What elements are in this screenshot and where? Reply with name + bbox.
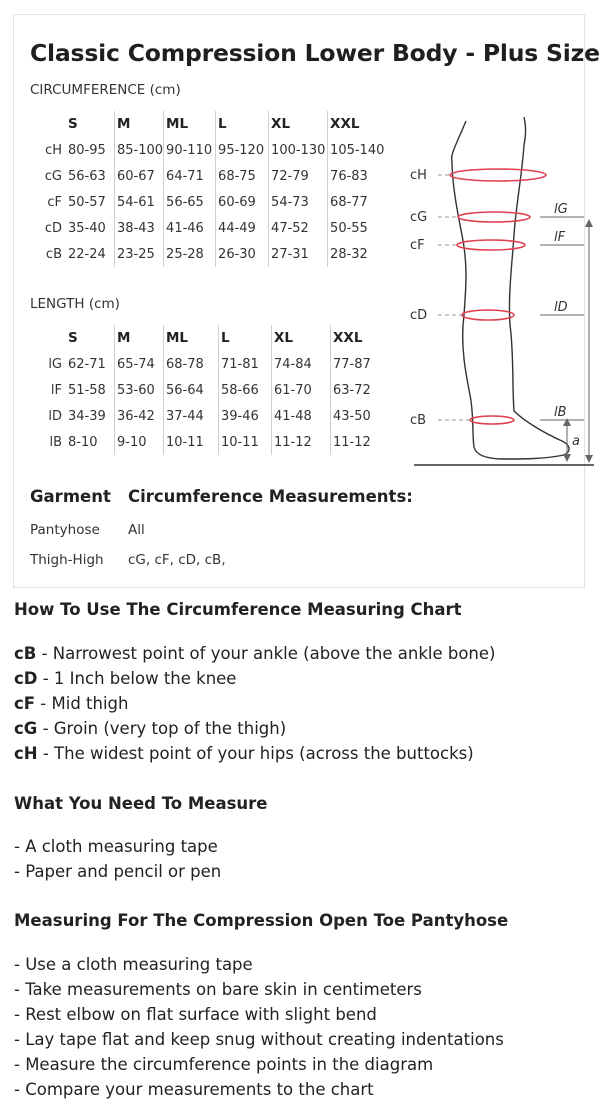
diagram-label-cd: cD	[410, 308, 428, 323]
table-cell: 35-40	[68, 220, 106, 236]
length-heading: LENGTH (cm)	[30, 296, 120, 312]
need-heading: What You Need To Measure	[14, 794, 268, 813]
table-cell: 77-87	[331, 351, 390, 377]
point-key: cF	[14, 694, 36, 713]
table-cell: 44-49	[216, 215, 269, 241]
measuring-item: - Take measurements on bare skin in centimeters	[14, 980, 422, 999]
table-cell: 54-73	[269, 189, 328, 215]
measuring-heading: Measuring For The Compression Open Toe Pantyhose	[14, 911, 509, 930]
chart-title: Classic Compression Lower Body - Plus Size	[30, 39, 600, 67]
table-cell: 90-110	[164, 137, 216, 163]
table-cell: 51-58	[68, 382, 106, 398]
diagram-label-lf: lF	[554, 230, 566, 245]
diagram-label-cg: cG	[410, 210, 428, 225]
table-cell: 95-120	[216, 137, 269, 163]
ellipse-cg	[458, 212, 530, 222]
point-key: cD	[14, 669, 38, 688]
leg-measurement-diagram	[394, 115, 594, 475]
size-header: L	[216, 111, 269, 137]
size-header: M	[115, 325, 164, 351]
row-label: cF	[47, 194, 62, 210]
table-cell: 72-79	[269, 163, 328, 189]
point-key: cG	[14, 719, 38, 738]
ellipse-cf	[457, 240, 525, 250]
table-cell: 41-48	[272, 403, 331, 429]
point-text: - The widest point of your hips (across the buttocks)	[37, 744, 474, 763]
table-cell: 65-74	[115, 351, 164, 377]
table-row	[28, 377, 389, 403]
row-label: cG	[44, 168, 62, 184]
row-label: lF	[50, 382, 62, 398]
garment-value: cG, cF, cD, cB,	[128, 552, 226, 568]
diagram-label-lb: lB	[554, 405, 567, 420]
size-header: XXL	[331, 325, 390, 351]
row-label: lG	[48, 356, 62, 372]
table-cell: 80-95	[68, 142, 106, 158]
ellipse-cd	[462, 310, 514, 320]
garment-name: Pantyhose	[30, 522, 100, 538]
how-to-heading: How To Use The Circumference Measuring Chart	[14, 600, 462, 619]
garment-name: Thigh-High	[30, 552, 104, 568]
table-cell: 9-10	[115, 429, 164, 455]
size-chart-card	[13, 14, 600, 588]
how-to-item	[14, 694, 129, 713]
size-header: ML	[164, 111, 216, 137]
measuring-item: - Compare your measurements to the chart	[14, 1080, 374, 1099]
table-cell: 60-67	[115, 163, 164, 189]
circumference-heading: CIRCUMFERENCE (cm)	[30, 82, 181, 98]
table-cell: 54-61	[115, 189, 164, 215]
garment-column-header: Garment	[30, 487, 111, 506]
table-cell: 63-72	[331, 377, 390, 403]
size-header: XL	[269, 111, 328, 137]
table-cell: 10-11	[219, 429, 272, 455]
table-cell: 71-81	[219, 351, 272, 377]
need-item: - Paper and pencil or pen	[14, 862, 222, 881]
table-row	[28, 351, 389, 377]
table-row	[28, 241, 386, 267]
table-cell: 50-55	[328, 215, 387, 241]
garment-row	[30, 522, 145, 538]
table-cell: 61-70	[272, 377, 331, 403]
table-cell: 76-83	[328, 163, 387, 189]
table-cell: 25-28	[164, 241, 216, 267]
circumference-table	[28, 111, 386, 267]
ellipse-cb	[470, 416, 514, 424]
table-cell: 41-46	[164, 215, 216, 241]
row-label: cD	[44, 220, 62, 236]
table-row	[28, 189, 386, 215]
row-label: cB	[45, 246, 62, 262]
table-cell: 60-69	[216, 189, 269, 215]
measuring-item: - Measure the circumference points in the diagram	[14, 1055, 434, 1074]
table-row	[28, 137, 386, 163]
table-cell: 105-140	[328, 137, 387, 163]
table-row	[28, 429, 389, 455]
table-cell: 11-12	[272, 429, 331, 455]
table-cell: 10-11	[164, 429, 219, 455]
table-cell: 64-71	[164, 163, 216, 189]
table-row	[28, 215, 386, 241]
point-text: - Narrowest point of your ankle (above the ankle bone)	[36, 644, 496, 663]
point-text: - Mid thigh	[35, 694, 129, 713]
size-header: XXL	[328, 111, 387, 137]
diagram-label-cb: cB	[410, 413, 427, 428]
need-item: - A cloth measuring tape	[14, 837, 218, 856]
table-cell: 100-130	[269, 137, 328, 163]
table-cell: 28-32	[328, 241, 387, 267]
table-cell: 74-84	[272, 351, 331, 377]
diagram-label-ch: cH	[410, 168, 427, 183]
table-cell: 58-66	[219, 377, 272, 403]
row-label: cH	[45, 142, 62, 158]
size-header: S	[68, 116, 78, 132]
table-cell: 56-63	[68, 168, 106, 184]
row-label: lB	[49, 434, 62, 450]
table-cell: 22-24	[68, 246, 106, 262]
table-cell: 62-71	[68, 356, 106, 372]
circumference-column-header: Circumference Measurements:	[128, 487, 413, 506]
table-cell: 68-77	[328, 189, 387, 215]
table-cell: 53-60	[115, 377, 164, 403]
table-cell: 8-10	[68, 434, 98, 450]
point-text: - 1 Inch below the knee	[37, 669, 237, 688]
size-header: ML	[164, 325, 219, 351]
table-cell: 39-46	[219, 403, 272, 429]
table-cell: 68-78	[164, 351, 219, 377]
row-label: lD	[48, 408, 62, 424]
table-cell: 43-50	[331, 403, 390, 429]
table-cell: 85-100	[115, 137, 164, 163]
garment-value: All	[128, 522, 145, 538]
measuring-item: - Lay tape flat and keep snug without creating indentations	[14, 1030, 504, 1049]
diagram-label-lg: lG	[554, 202, 568, 217]
table-row	[28, 163, 386, 189]
size-header: M	[115, 111, 164, 137]
diagram-label-ld: lD	[554, 300, 568, 315]
table-cell: 38-43	[115, 215, 164, 241]
point-text: - Groin (very top of the thigh)	[37, 719, 287, 738]
how-to-item	[14, 669, 236, 688]
size-header: L	[219, 325, 272, 351]
leg-outline	[452, 117, 569, 459]
measuring-item: - Rest elbow on flat surface with slight bend	[14, 1005, 377, 1024]
table-cell: 47-52	[269, 215, 328, 241]
diagram-label-cf: cF	[410, 238, 425, 253]
table-cell: 23-25	[115, 241, 164, 267]
how-to-item	[14, 744, 474, 763]
how-to-item	[14, 644, 495, 663]
table-cell: 34-39	[68, 408, 106, 424]
table-cell: 56-64	[164, 377, 219, 403]
table-cell: 26-30	[216, 241, 269, 267]
point-key: cH	[14, 744, 38, 763]
diagram-label-a: a	[572, 434, 580, 449]
measuring-item: - Use a cloth measuring tape	[14, 955, 253, 974]
size-header: XL	[272, 325, 331, 351]
table-cell: 68-75	[216, 163, 269, 189]
point-key: cB	[14, 644, 37, 663]
table-cell: 37-44	[164, 403, 219, 429]
table-cell: 56-65	[164, 189, 216, 215]
size-header: S	[68, 330, 78, 346]
table-cell: 50-57	[68, 194, 106, 210]
table-header-row	[28, 111, 386, 137]
table-cell: 11-12	[331, 429, 390, 455]
table-cell: 27-31	[269, 241, 328, 267]
table-header-row	[28, 325, 389, 351]
table-row	[28, 403, 389, 429]
ellipse-ch	[450, 169, 546, 181]
garment-row	[30, 552, 226, 568]
table-cell: 36-42	[115, 403, 164, 429]
length-table	[28, 325, 389, 455]
how-to-item	[14, 719, 286, 738]
